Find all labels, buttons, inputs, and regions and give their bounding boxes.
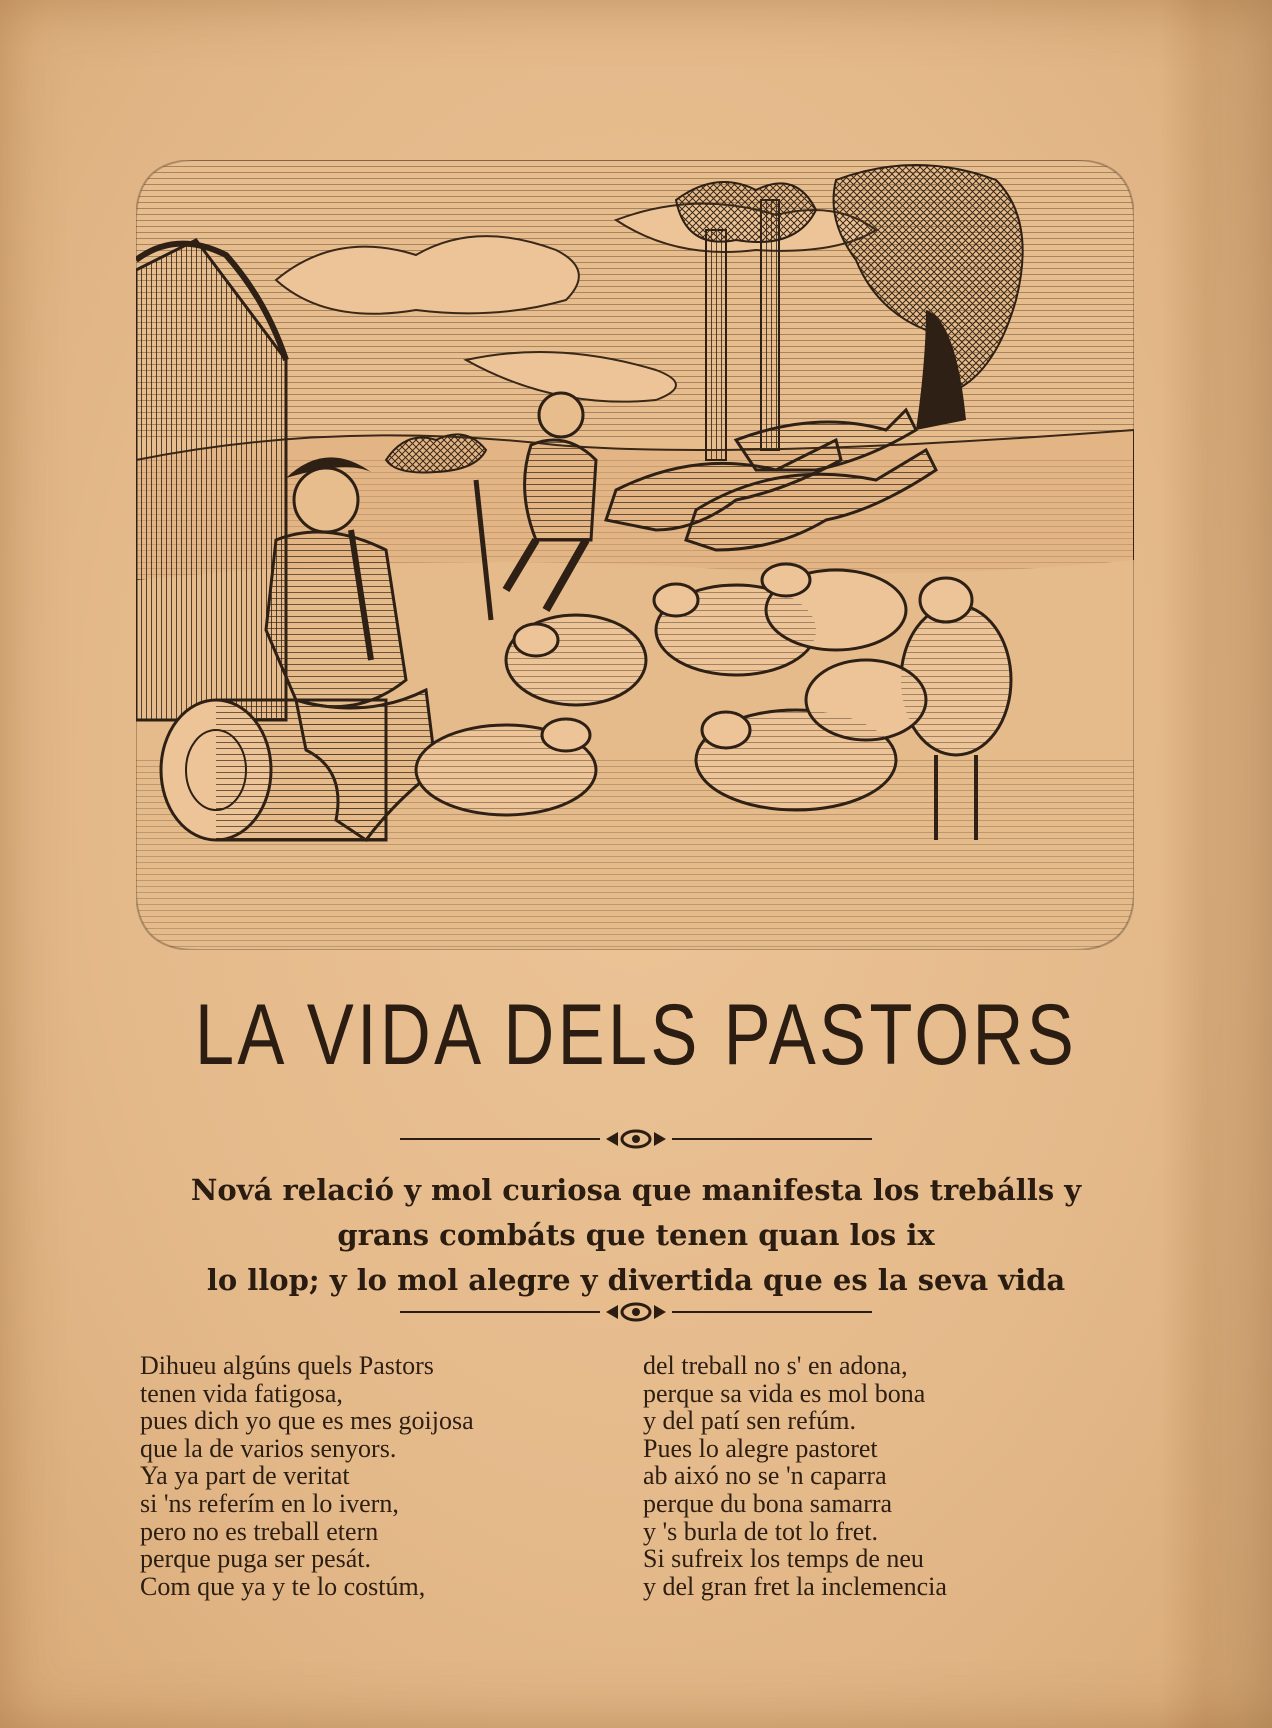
poem-line: tenen vida fatigosa,	[140, 1378, 343, 1408]
subtitle-line-2: grans combáts que tenen quan los ix	[337, 1218, 935, 1252]
poem-line: Dihueu algúns quels Pastors	[140, 1351, 434, 1380]
woodcut-illustration	[136, 160, 1134, 950]
poem-line: Com que ya y te lo costúm,	[140, 1571, 426, 1601]
poem-line: si 'ns referím en lo ivern,	[140, 1488, 399, 1518]
subtitle	[120, 1168, 1152, 1303]
ornament-divider-bottom	[400, 1301, 872, 1323]
poem-line: que la de varios senyors.	[140, 1433, 397, 1463]
poem-line: ab aixó no se 'n caparra	[643, 1461, 887, 1491]
poem-line: pues dich yo que es mes goijosa	[140, 1406, 474, 1436]
poem-line: perque du bona samarra	[643, 1488, 893, 1518]
page-title: LA VIDA DELS PASTORS	[194, 987, 1078, 1083]
poem-line: y del patí sen refúm.	[643, 1406, 856, 1436]
poem-line: del treball no s' en adona,	[643, 1351, 908, 1380]
poem-line: y del gran fret la inclemencia	[643, 1571, 947, 1601]
woodcut-shepherds-wolves-icon	[136, 160, 1134, 950]
poem-column-right	[643, 1352, 947, 1600]
poem-line: Pues lo alegre pastoret	[643, 1433, 878, 1463]
subtitle-line-1: Nová relació y mol curiosa que manifesta los trebálls y	[190, 1173, 1082, 1207]
poem-line: Ya ya part de veritat	[140, 1461, 350, 1491]
poem-line: perque sa vida es mol bona	[643, 1378, 926, 1408]
paper-fold-shadow	[1160, 0, 1272, 1728]
subtitle-line-3: lo llop; y lo mol alegre y divertida que es la seva vida	[206, 1263, 1066, 1297]
poem-line: y 's burla de tot lo fret.	[643, 1516, 879, 1546]
poem-column-left	[140, 1352, 474, 1600]
poem-line: perque puga ser pesát.	[140, 1544, 372, 1574]
poem-line: pero no es treball etern	[140, 1516, 379, 1546]
poem-line: Si sufreix los temps de neu	[643, 1544, 924, 1574]
ornament-divider-top	[400, 1128, 872, 1150]
